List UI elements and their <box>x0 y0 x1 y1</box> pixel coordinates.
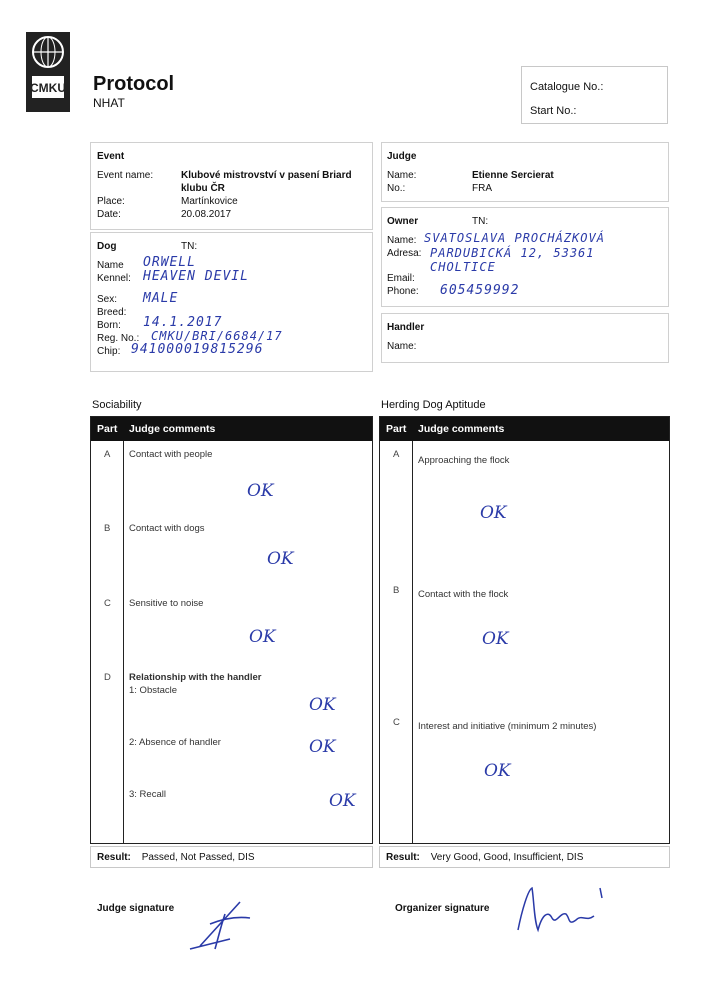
organizer-signature <box>508 880 618 943</box>
logo-text: CMKU <box>30 81 66 95</box>
owner-address-value: PARDUBICKÁ 12, 53361 CHOLTICE <box>430 246 595 274</box>
sociability-mark-absence: OK <box>309 737 336 757</box>
sociability-sub-absence: 2: Absence of handler <box>129 737 221 748</box>
judge-box <box>381 142 669 202</box>
cmku-logo <box>26 32 70 112</box>
sociability-table-header <box>91 417 372 441</box>
sociability-part-b: B <box>104 523 111 534</box>
sociability-sub-recall: 3: Recall <box>129 789 166 800</box>
owner-phone-value: 605459992 <box>440 283 520 298</box>
herding-table <box>379 416 670 844</box>
dog-born-value: 14.1.2017 <box>143 315 223 330</box>
sociability-part-d: D <box>104 672 111 683</box>
owner-phone-label: Phone: <box>387 286 419 297</box>
herding-part-a: A <box>393 449 400 460</box>
sociability-comment-d: Relationship with the handler <box>129 672 262 683</box>
sociability-col-comments: Judge comments <box>129 423 216 435</box>
judge-signature <box>180 894 270 957</box>
judge-no-label: No.: <box>387 183 406 194</box>
dog-sex-value: MALE <box>143 291 179 306</box>
herding-result-options: Very Good, Good, Insufficient, DIS <box>430 852 584 863</box>
event-name-label: Event name: <box>97 170 154 181</box>
owner-box <box>381 207 669 307</box>
herding-part-c: C <box>393 717 400 728</box>
sociability-comment-c: Sensitive to noise <box>129 598 204 609</box>
dog-heading: Dog <box>97 241 117 252</box>
herding-mark-b: OK <box>482 629 509 649</box>
herding-table-header <box>380 417 669 441</box>
dog-tn-label: TN: <box>181 241 198 252</box>
owner-address-label: Adresa: <box>387 248 422 259</box>
herding-title: Herding Dog Aptitude <box>381 399 486 411</box>
page-subtitle: NHAT <box>93 96 125 110</box>
event-heading: Event <box>97 151 125 162</box>
event-date-label: Date: <box>97 209 121 220</box>
sociability-mark-a: OK <box>247 481 274 501</box>
handler-name-label: Name: <box>387 341 417 352</box>
herding-col-part: Part <box>386 423 407 435</box>
judge-name-label: Name: <box>387 170 417 181</box>
dog-name-label: Name <box>97 260 124 271</box>
sociability-mark-obstacle: OK <box>309 695 336 715</box>
judge-signature-label: Judge signature <box>97 903 175 914</box>
herding-col-comments: Judge comments <box>418 423 505 435</box>
sociability-result-options: Passed, Not Passed, DIS <box>141 852 255 863</box>
dog-kennel-value: HEAVEN DEVIL <box>143 269 249 284</box>
sociability-column-divider <box>123 441 124 843</box>
herding-result <box>379 846 670 868</box>
sociability-mark-b: OK <box>267 549 294 569</box>
sociability-comment-b: Contact with dogs <box>129 523 205 534</box>
event-place-value: Martínkovice <box>181 196 238 207</box>
dog-chip-label: Chip: <box>97 346 121 357</box>
sociability-result-label: Result: <box>97 852 131 863</box>
dog-reg-label: Reg. No.: <box>97 333 140 344</box>
sociability-title: Sociability <box>92 399 142 411</box>
sociability-col-part: Part <box>97 423 118 435</box>
owner-email-label: Email: <box>387 273 415 284</box>
page-title: Protocol <box>93 73 175 95</box>
owner-heading: Owner <box>387 216 419 227</box>
event-name-value-1: Klubové mistrovství v pasení Briard <box>181 170 352 181</box>
catalogue-label: Catalogue No.: <box>530 81 604 93</box>
start-label: Start No.: <box>530 105 577 117</box>
event-name-value-2: klubu ČR <box>181 183 225 194</box>
dog-sex-label: Sex: <box>97 294 118 305</box>
sociability-comment-a: Contact with people <box>129 449 213 460</box>
herding-comment-b: Contact with the flock <box>418 589 509 600</box>
dog-born-label: Born: <box>97 320 121 331</box>
handler-box <box>381 313 669 363</box>
herding-mark-a: OK <box>480 503 507 523</box>
herding-mark-c: OK <box>484 761 511 781</box>
organizer-signature-label: Organizer signature <box>395 903 490 914</box>
judge-heading: Judge <box>387 151 417 162</box>
herding-part-b: B <box>393 585 400 596</box>
judge-name-value: Etienne Sercierat <box>472 170 554 181</box>
sociability-part-a: A <box>104 449 111 460</box>
herding-result-label: Result: <box>386 852 420 863</box>
sociability-sub-obstacle: 1: Obstacle <box>129 685 178 696</box>
herding-comment-a: Approaching the flock <box>418 455 510 466</box>
event-place-label: Place: <box>97 196 125 207</box>
event-box <box>90 142 373 230</box>
dog-breed-label: Breed: <box>97 307 127 318</box>
sociability-result <box>90 846 373 868</box>
herding-column-divider <box>412 441 413 843</box>
dog-reg-value: CMKU/BRI/6684/17 <box>151 329 283 343</box>
sociability-mark-recall: OK <box>329 791 356 811</box>
dog-box <box>90 232 373 372</box>
dog-name-value: ORWELL <box>143 255 196 270</box>
event-date-value: 20.08.2017 <box>181 209 232 220</box>
sociability-mark-c: OK <box>249 627 276 647</box>
catalogue-box <box>521 66 668 124</box>
dog-kennel-label: Kennel: <box>97 273 131 284</box>
sociability-part-c: C <box>104 598 111 609</box>
owner-name-label: Name: <box>387 235 417 246</box>
owner-name-value: SVATOSLAVA PROCHÁZKOVÁ <box>424 231 605 245</box>
sociability-table <box>90 416 373 844</box>
handler-heading: Handler <box>387 322 425 333</box>
herding-comment-c: Interest and initiative (minimum 2 minutes) <box>418 721 597 732</box>
judge-no-value: FRA <box>472 183 492 194</box>
owner-tn-label: TN: <box>472 216 489 227</box>
dog-chip-value: 941000019815296 <box>131 342 264 357</box>
